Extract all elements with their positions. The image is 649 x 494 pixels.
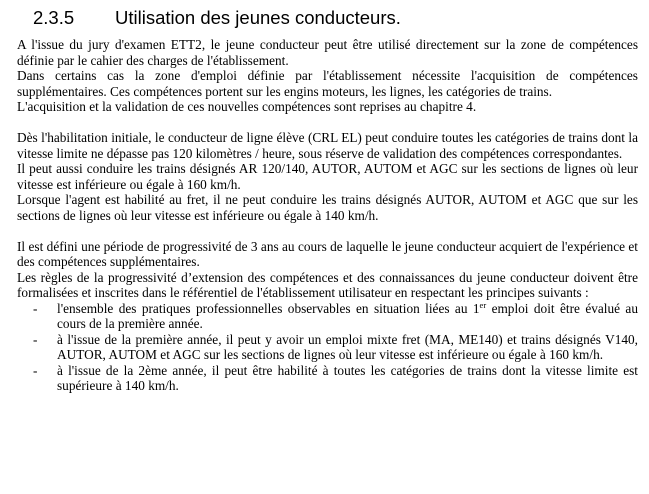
paragraph-chapter-reference: L'acquisition et la validation de ces nouvelles compétences sont reprises au chapitre 4. [17,99,477,114]
paragraph-designated-trains: Il peut aussi conduire les trains désignés AR 120/140, AUTOR, AUTOM et AGC sur les sections de lignes où leur vitesse est inférieure ou égale à 160 km/h. [17,161,638,192]
list-item-text: à l'issue de la 2ème année, il peut être habilité à toutes les catégories de trains dont la vitesse limite est supérieure à 140 km/h. [57,362,638,393]
list-item [17,332,638,363]
section-heading [33,6,638,30]
paragraph-spacer [17,115,638,131]
paragraph-freight-restriction: Lorsque l'agent est habilité au fret, il ne peut conduire les trains désignés AUTOR, AUTOM et AGC que sur les sections de lignes où leur vitesse est inférieure ou égale à 140 km/h. [17,192,638,223]
bullet-marker: - [33,331,38,347]
principles-list [17,301,638,394]
list-item [17,301,638,332]
bullet-marker: - [33,300,38,316]
paragraph-progressivity-period: Il est défini une période de progressivité de 3 ans au cours de laquelle le jeune conducteur acquiert de l'expérience et des compétences supplémentaires. [17,238,638,269]
bullet-marker: - [33,362,38,378]
paragraph-exam-result: A l'issue du jury d'examen ETT2, le jeune conducteur peut être utilisé directement sur la zone de compétences définie par le cahier des charges de l'établissement. [17,37,638,68]
list-item-text: à l'issue de la première année, il peut y avoir un emploi mixte fret (MA, ME140) et trains désignés V140, AUTOR, AUTOM et AGC sur les sections de lignes où leur vitesse est inférieure ou égale à 160 km/h. [57,331,638,362]
paragraph-initial-habilitation: Dès l'habilitation initiale, le conducteur de ligne élève (CRL EL) peut conduire toutes les catégories de trains dont la vitesse limite ne dépasse pas 120 kilomètres / heure, sous réserve de validation des compétences correspondantes. [17,130,638,161]
document-body [17,37,638,394]
paragraph-progressivity-rules: Les règles de la progressivité d’extension des compétences et des connaissances du jeune conducteur doivent être formalisées et inscrites dans le référentiel de l'établissement utilisateur en respectant les principes suivants : [17,269,638,300]
list-item-text: l'ensemble des pratiques professionnelles observables en situation liées au 1 [57,300,480,316]
paragraph-spacer [17,223,638,239]
section-title: Utilisation des jeunes conducteurs. [115,7,401,28]
list-item [17,363,638,394]
list-item-text: emploi doit être évalué au cours de la première année. [57,300,638,331]
paragraph-additional-competences: Dans certains cas la zone d'emploi définie par l'établissement nécessite l'acquisition de compétences supplémentaires. Ces compétences portent sur les engins moteurs, les lignes, les catégories de trains. [17,68,638,99]
section-number: 2.3.5 [33,7,75,28]
ordinal-superscript: er [479,299,487,310]
